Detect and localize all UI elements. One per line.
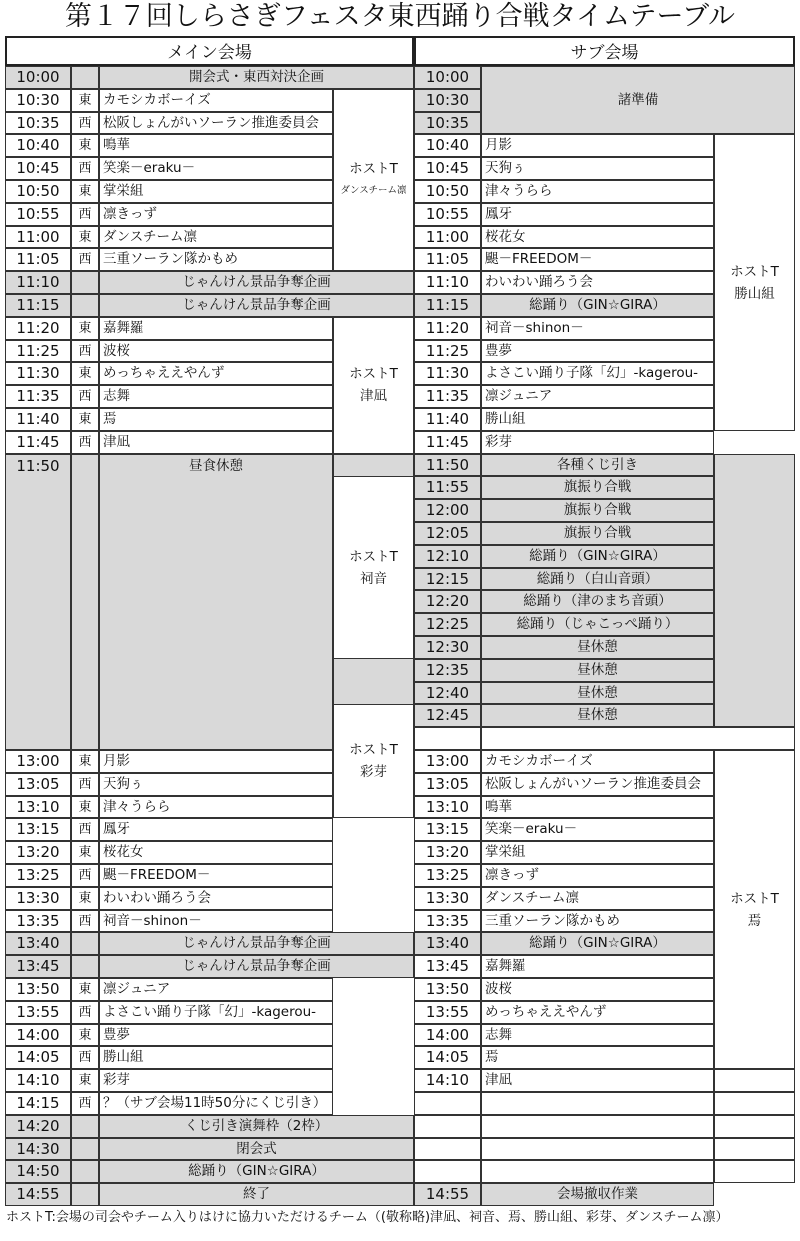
main-time-cell: 14:05 xyxy=(5,1046,71,1069)
host-team: 彩芽 xyxy=(360,764,387,781)
sub-empty-cell xyxy=(714,1160,795,1183)
main-side-cell: 東 xyxy=(71,1024,99,1047)
sub-team-cell: 笑楽－eraku－ xyxy=(481,818,714,841)
main-host-block xyxy=(333,317,414,454)
sub-time-cell: 12:00 xyxy=(414,499,481,522)
sub-team-cell: 豊夢 xyxy=(481,340,714,363)
main-time-cell: 14:55 xyxy=(5,1183,71,1206)
main-team-cell: 三重ソーラン隊かもめ xyxy=(99,248,333,271)
main-side-cell: 東 xyxy=(71,887,99,910)
sub-time-cell: 13:05 xyxy=(414,773,481,796)
sub-time-cell: 13:40 xyxy=(414,932,481,955)
sub-time-cell: 11:10 xyxy=(414,271,481,294)
sub-team-cell: 天狗ぅ xyxy=(481,157,714,180)
main-venue-header: メイン会場 xyxy=(5,36,414,66)
main-side-cell: 西 xyxy=(71,773,99,796)
main-side-cell xyxy=(71,1138,99,1161)
main-host-block xyxy=(333,704,414,818)
host-team: 祠音 xyxy=(360,570,387,587)
main-time-cell: 13:55 xyxy=(5,1001,71,1024)
sub-time-cell: 12:15 xyxy=(414,568,481,591)
sub-team-cell: 波桜 xyxy=(481,978,714,1001)
sub-time-cell: 12:40 xyxy=(414,682,481,705)
main-time-cell: 11:05 xyxy=(5,248,71,271)
main-side-cell xyxy=(71,66,99,89)
sub-team-cell: 祠音－shinon－ xyxy=(481,317,714,340)
main-event-cell: 終了 xyxy=(99,1183,414,1206)
sub-time-cell: 13:25 xyxy=(414,864,481,887)
sub-time-cell: 12:45 xyxy=(414,704,481,727)
main-team-cell: 天狗ぅ xyxy=(99,773,333,796)
sub-team-cell: 月影 xyxy=(481,134,714,157)
sub-time-cell: 11:45 xyxy=(414,431,481,454)
main-time-cell: 13:45 xyxy=(5,955,71,978)
sub-team-cell: 松阪しょんがいソーラン推進委員会 xyxy=(481,773,714,796)
main-side-cell: 西 xyxy=(71,864,99,887)
main-team-cell: 波桜 xyxy=(99,340,333,363)
sub-event-cell: 総踊り（GIN☆GIRA） xyxy=(481,294,714,317)
main-team-cell: 焉 xyxy=(99,408,333,431)
sub-empty-cell xyxy=(414,1138,481,1161)
sub-event-cell: 総踊り（GIN☆GIRA） xyxy=(481,545,714,568)
main-team-cell: 月影 xyxy=(99,750,333,773)
main-side-cell xyxy=(71,955,99,978)
sub-time-cell: 11:25 xyxy=(414,340,481,363)
main-team-cell: 津々うらら xyxy=(99,796,333,819)
main-team-cell: 颶－FREEDOM－ xyxy=(99,864,333,887)
sub-time-cell: 12:20 xyxy=(414,590,481,613)
main-team-cell: 鳴華 xyxy=(99,134,333,157)
main-team-cell: 嘉舞羅 xyxy=(99,317,333,340)
main-event-cell: 閉会式 xyxy=(99,1138,414,1161)
sub-empty-cell xyxy=(414,1092,481,1115)
sub-time-cell: 13:10 xyxy=(414,796,481,819)
main-side-cell: 東 xyxy=(71,89,99,112)
main-side-cell: 西 xyxy=(71,818,99,841)
sub-team-cell: よさこい踊り子隊「幻」-kagerou- xyxy=(481,362,714,385)
main-team-cell: 彩芽 xyxy=(99,1069,333,1092)
sub-team-cell: 颶－FREEDOM－ xyxy=(481,248,714,271)
main-side-cell: 東 xyxy=(71,750,99,773)
sub-time-cell: 11:15 xyxy=(414,294,481,317)
main-event-cell: 昼食休憩 xyxy=(99,454,333,750)
main-event-cell: じゃんけん景品争奪企画 xyxy=(99,294,414,317)
sub-time-cell: 10:50 xyxy=(414,180,481,203)
sub-time-cell: 10:00 xyxy=(414,66,481,89)
sub-venue-header: サブ会場 xyxy=(414,36,795,66)
main-team-cell: 松阪しょんがいソーラン推進委員会 xyxy=(99,112,333,135)
main-time-cell: 14:00 xyxy=(5,1024,71,1047)
main-side-cell: 西 xyxy=(71,203,99,226)
main-team-cell: 津凪 xyxy=(99,431,333,454)
sub-team-cell: カモシカボーイズ xyxy=(481,750,714,773)
sub-team-cell: 志舞 xyxy=(481,1024,714,1047)
sub-team-cell: 三重ソーラン隊かもめ xyxy=(481,910,714,933)
sub-event-cell: 会場撤収作業 xyxy=(481,1183,714,1206)
main-side-cell: 東 xyxy=(71,796,99,819)
main-side-cell: 東 xyxy=(71,180,99,203)
sub-time-cell: 13:15 xyxy=(414,818,481,841)
main-side-cell: 東 xyxy=(71,841,99,864)
main-side-cell: 東 xyxy=(71,226,99,249)
sub-event-cell: 総踊り（GIN☆GIRA） xyxy=(481,932,714,955)
main-team-cell: 豊夢 xyxy=(99,1024,333,1047)
sub-time-cell: 13:35 xyxy=(414,910,481,933)
sub-time-cell: 13:45 xyxy=(414,955,481,978)
main-team-cell: 勝山組 xyxy=(99,1046,333,1069)
main-time-cell: 13:20 xyxy=(5,841,71,864)
sub-time-cell: 11:55 xyxy=(414,476,481,499)
sub-team-cell: 勝山組 xyxy=(481,408,714,431)
sub-team-cell: 津々うらら xyxy=(481,180,714,203)
sub-team-cell: 鳴華 xyxy=(481,796,714,819)
sub-team-cell: わいわい踊ろう会 xyxy=(481,271,714,294)
sub-empty-cell xyxy=(714,1115,795,1138)
sub-team-cell: 嘉舞羅 xyxy=(481,955,714,978)
main-time-cell: 14:20 xyxy=(5,1115,71,1138)
sub-event-cell: 総踊り（じゃこっぺ踊り） xyxy=(481,613,714,636)
sub-team-cell: ダンスチーム凛 xyxy=(481,887,714,910)
main-time-cell: 11:20 xyxy=(5,317,71,340)
main-side-cell xyxy=(71,932,99,955)
main-time-cell: 14:50 xyxy=(5,1160,71,1183)
main-time-cell: 14:10 xyxy=(5,1069,71,1092)
sub-time-cell: 12:30 xyxy=(414,636,481,659)
host-label: ホストT xyxy=(349,160,398,177)
main-time-cell: 11:35 xyxy=(5,385,71,408)
main-time-cell: 11:00 xyxy=(5,226,71,249)
host-team: 勝山組 xyxy=(734,285,775,302)
main-event-cell: 総踊り（GIN☆GIRA） xyxy=(99,1160,414,1183)
sub-time-cell: 12:10 xyxy=(414,545,481,568)
main-side-cell: 西 xyxy=(71,431,99,454)
main-time-cell: 10:40 xyxy=(5,134,71,157)
sub-empty-cell xyxy=(481,1160,714,1183)
sub-team-cell: 掌栄組 xyxy=(481,841,714,864)
main-team-cell: ダンスチーム凛 xyxy=(99,226,333,249)
footer-note: ホストT:会場の司会やチーム入りはけに協力いただけるチーム（(敬称略)津凪、祠音、焉、勝山組、彩芽、ダンスチーム凛） xyxy=(6,1210,729,1225)
main-event-cell: くじ引き演舞枠（2枠） xyxy=(99,1115,414,1138)
sub-time-cell: 10:55 xyxy=(414,203,481,226)
main-team-cell: よさこい踊り子隊「幻」-kagerou- xyxy=(99,1001,333,1024)
main-time-cell: 11:50 xyxy=(5,454,71,750)
host-label: ホストT xyxy=(349,366,398,383)
sub-time-cell: 10:35 xyxy=(414,112,481,135)
sub-empty-cell xyxy=(481,1138,714,1161)
sub-empty-cell xyxy=(481,1092,714,1115)
sub-team-cell: 桜花女 xyxy=(481,226,714,249)
page-title: 第１７回しらさぎフェスタ東西踊り合戦タイムテーブル xyxy=(64,1,736,32)
sub-time-cell: 11:05 xyxy=(414,248,481,271)
sub-time-cell: 11:20 xyxy=(414,317,481,340)
main-side-cell: 東 xyxy=(71,408,99,431)
main-team-cell: 笑楽－eraku－ xyxy=(99,157,333,180)
main-time-cell: 13:10 xyxy=(5,796,71,819)
main-host-block xyxy=(333,476,414,658)
sub-time-cell: 14:00 xyxy=(414,1024,481,1047)
sub-team-cell: 鳳牙 xyxy=(481,203,714,226)
main-side-cell: 西 xyxy=(71,1001,99,1024)
main-time-cell: 13:15 xyxy=(5,818,71,841)
sub-team-cell: 凛ジュニア xyxy=(481,385,714,408)
main-time-cell: 13:25 xyxy=(5,864,71,887)
main-event-cell: 開会式・東西対決企画 xyxy=(99,66,414,89)
main-side-cell xyxy=(71,1115,99,1138)
host-label: ホストT xyxy=(349,742,398,759)
timetable xyxy=(5,36,795,1204)
sub-prep-block: 諸準備 xyxy=(481,66,795,134)
sub-event-cell: 昼休憩 xyxy=(481,704,714,727)
sub-time-cell: 11:30 xyxy=(414,362,481,385)
main-time-cell: 10:50 xyxy=(5,180,71,203)
sub-host-block xyxy=(714,134,795,430)
main-time-cell: 13:30 xyxy=(5,887,71,910)
sub-empty-cell xyxy=(714,1092,795,1115)
sub-time-cell: 13:30 xyxy=(414,887,481,910)
host-team: 津凪 xyxy=(360,388,387,405)
main-side-cell: 西 xyxy=(71,385,99,408)
main-time-cell: 10:55 xyxy=(5,203,71,226)
main-side-cell xyxy=(71,454,99,750)
main-team-cell: 志舞 xyxy=(99,385,333,408)
sub-event-cell: 昼休憩 xyxy=(481,682,714,705)
host-label: ホストT xyxy=(730,263,779,280)
sub-team-cell: めっちゃええやんず xyxy=(481,1001,714,1024)
sub-time-cell: 14:55 xyxy=(414,1183,481,1206)
sub-time-cell: 11:40 xyxy=(414,408,481,431)
main-side-cell xyxy=(71,1183,99,1206)
main-time-cell: 11:25 xyxy=(5,340,71,363)
host-label: ホストT xyxy=(730,890,779,907)
main-side-cell: 西 xyxy=(71,910,99,933)
main-side-cell: 西 xyxy=(71,112,99,135)
sub-time-cell: 13:20 xyxy=(414,841,481,864)
main-time-cell: 11:45 xyxy=(5,431,71,454)
main-side-cell: 東 xyxy=(71,1069,99,1092)
sub-event-cell: 旗振り合戦 xyxy=(481,499,714,522)
main-time-cell: 13:40 xyxy=(5,932,71,955)
sub-time-cell: 12:05 xyxy=(414,522,481,545)
main-side-cell: 西 xyxy=(71,248,99,271)
main-event-cell: じゃんけん景品争奪企画 xyxy=(99,271,414,294)
main-side-cell: 東 xyxy=(71,134,99,157)
host-team: ダンスチーム凛 xyxy=(340,184,407,196)
sub-time-cell: 14:05 xyxy=(414,1046,481,1069)
sub-empty-cell xyxy=(714,1138,795,1161)
sub-team-cell: 凛きっず xyxy=(481,864,714,887)
sub-time-cell: 10:40 xyxy=(414,134,481,157)
sub-team-cell: 彩芽 xyxy=(481,431,714,454)
main-team-cell: 凛きっず xyxy=(99,203,333,226)
sub-time-cell: 12:25 xyxy=(414,613,481,636)
main-time-cell: 10:35 xyxy=(5,112,71,135)
main-time-cell: 11:40 xyxy=(5,408,71,431)
main-time-cell: 11:15 xyxy=(5,294,71,317)
main-side-cell: 西 xyxy=(71,1092,99,1115)
main-side-cell xyxy=(71,271,99,294)
main-side-cell: 西 xyxy=(71,340,99,363)
main-time-cell: 11:10 xyxy=(5,271,71,294)
main-time-cell: 13:05 xyxy=(5,773,71,796)
main-time-cell: 13:50 xyxy=(5,978,71,1001)
sub-host-blank xyxy=(714,454,795,728)
sub-time-cell: 14:10 xyxy=(414,1069,481,1092)
sub-time-cell: 11:35 xyxy=(414,385,481,408)
sub-time-cell: 13:50 xyxy=(414,978,481,1001)
sub-time-cell: 10:30 xyxy=(414,89,481,112)
sub-event-cell: 総踊り（白山音頭） xyxy=(481,568,714,591)
sub-event-cell: 昼休憩 xyxy=(481,659,714,682)
sub-event-cell: 昼休憩 xyxy=(481,636,714,659)
main-time-cell: 13:00 xyxy=(5,750,71,773)
main-time-cell: 13:35 xyxy=(5,910,71,933)
sub-event-cell: 旗振り合戦 xyxy=(481,476,714,499)
sub-empty-cell xyxy=(714,1069,795,1092)
sub-event-cell: 旗振り合戦 xyxy=(481,522,714,545)
main-time-cell: 14:15 xyxy=(5,1092,71,1115)
host-label: ホストT xyxy=(349,548,398,565)
sub-time-cell: 13:55 xyxy=(414,1001,481,1024)
main-time-cell: 10:00 xyxy=(5,66,71,89)
sub-time-cell: 10:45 xyxy=(414,157,481,180)
main-time-cell: 10:30 xyxy=(5,89,71,112)
main-team-cell: わいわい踊ろう会 xyxy=(99,887,333,910)
sub-time-cell: 11:00 xyxy=(414,226,481,249)
main-event-cell: じゃんけん景品争奪企画 xyxy=(99,932,414,955)
main-side-cell: 東 xyxy=(71,317,99,340)
sub-gap-cell xyxy=(481,727,795,750)
sub-host-block xyxy=(714,750,795,1069)
main-time-cell: 11:30 xyxy=(5,362,71,385)
sub-team-cell: 津凪 xyxy=(481,1069,714,1092)
main-host-block xyxy=(333,89,414,271)
sub-time-cell: 13:00 xyxy=(414,750,481,773)
main-side-cell xyxy=(71,1160,99,1183)
sub-team-cell: 焉 xyxy=(481,1046,714,1069)
sub-time-cell: 11:50 xyxy=(414,454,481,477)
host-team: 焉 xyxy=(747,912,762,929)
sub-empty-cell xyxy=(414,1160,481,1183)
main-team-cell: 鳳牙 xyxy=(99,818,333,841)
sub-event-cell: 各種くじ引き xyxy=(481,454,714,477)
sub-empty-cell xyxy=(414,1115,481,1138)
sub-gap-cell xyxy=(414,727,481,750)
main-side-cell: 東 xyxy=(71,978,99,1001)
sub-event-cell: 総踊り（津のまち音頭） xyxy=(481,590,714,613)
main-side-cell: 西 xyxy=(71,157,99,180)
main-event-cell: じゃんけん景品争奪企画 xyxy=(99,955,414,978)
main-time-cell: 10:45 xyxy=(5,157,71,180)
main-team-cell: 祠音－shinon－ xyxy=(99,910,333,933)
main-team-cell: めっちゃええやんず xyxy=(99,362,333,385)
main-side-cell xyxy=(71,294,99,317)
main-time-cell: 14:30 xyxy=(5,1138,71,1161)
main-team-cell: ？（サブ会場11時50分にくじ引き） xyxy=(99,1092,333,1115)
sub-empty-cell xyxy=(481,1115,714,1138)
main-team-cell: カモシカボーイズ xyxy=(99,89,333,112)
main-team-cell: 桜花女 xyxy=(99,841,333,864)
main-team-cell: 掌栄組 xyxy=(99,180,333,203)
sub-time-cell: 12:35 xyxy=(414,659,481,682)
main-side-cell: 東 xyxy=(71,362,99,385)
main-side-cell: 西 xyxy=(71,1046,99,1069)
main-team-cell: 凛ジュニア xyxy=(99,978,333,1001)
